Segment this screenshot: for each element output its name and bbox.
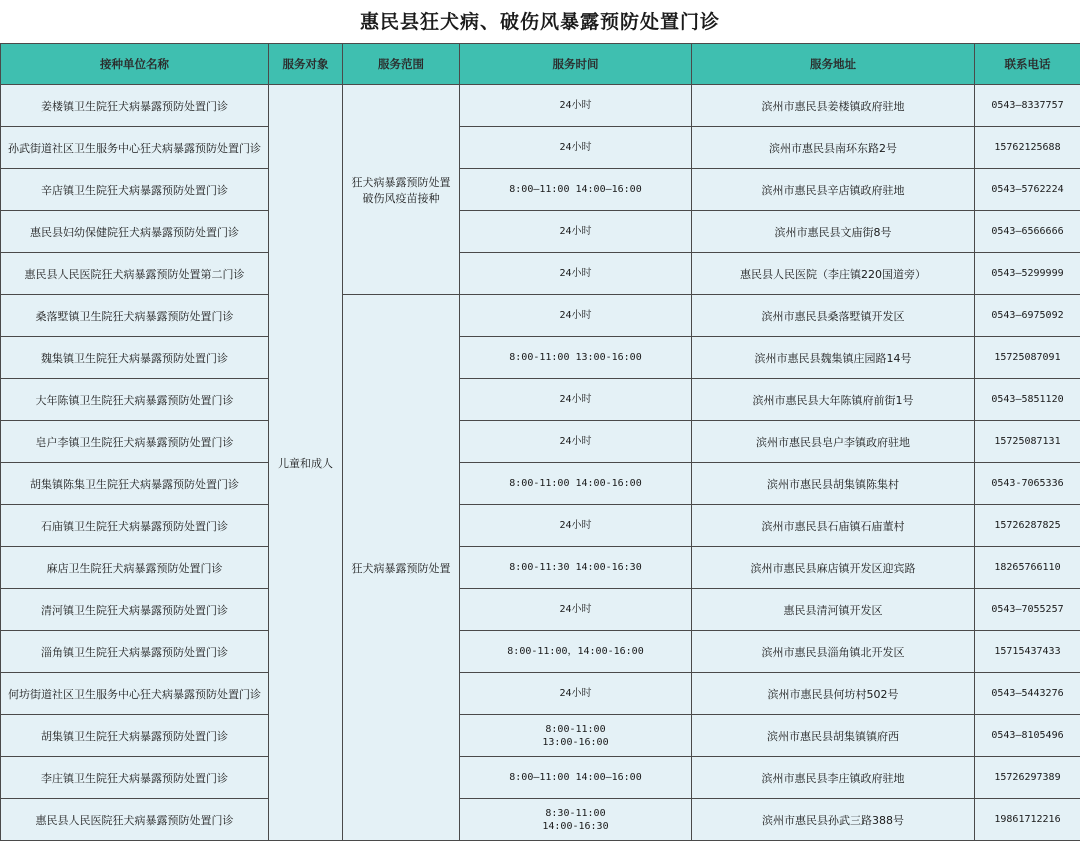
time-line: 8:00-11:30 14:00-16:30 <box>509 562 642 573</box>
table-row <box>1 295 1080 337</box>
service-address: 滨州市惠民县皂户李镇政府驻地 <box>692 421 975 463</box>
time-line: 8:00—11:00 14:00—16:00 <box>509 184 642 195</box>
contact-phone: 15726287825 <box>975 505 1080 547</box>
time-line: 24小时 <box>559 310 592 321</box>
contact-phone: 18265766110 <box>975 547 1080 589</box>
clinic-name: 李庄镇卫生院狂犬病暴露预防处置门诊 <box>1 757 269 799</box>
clinic-name: 淄角镇卫生院狂犬病暴露预防处置门诊 <box>1 631 269 673</box>
time-line: 8:00-11:00，14:00-16:00 <box>507 646 644 657</box>
clinic-name: 惠民县人民医院狂犬病暴露预防处置门诊 <box>1 799 269 841</box>
table-row <box>1 85 1080 127</box>
clinic-name: 姜楼镇卫生院狂犬病暴露预防处置门诊 <box>1 85 269 127</box>
clinic-name: 孙武街道社区卫生服务中心狂犬病暴露预防处置门诊 <box>1 127 269 169</box>
table-row <box>1 673 1080 715</box>
time-line: 14:00-16:30 <box>542 820 609 832</box>
service-address: 滨州市惠民县辛店镇政府驻地 <box>692 169 975 211</box>
table-row <box>1 799 1080 841</box>
contact-phone: 0543—5443276 <box>975 673 1080 715</box>
service-address: 滨州市惠民县南环东路2号 <box>692 127 975 169</box>
clinic-name: 麻店卫生院狂犬病暴露预防处置门诊 <box>1 547 269 589</box>
service-time <box>460 673 692 715</box>
table-row <box>1 547 1080 589</box>
contact-phone: 15725087131 <box>975 421 1080 463</box>
clinic-table <box>0 43 1080 841</box>
time-line: 24小时 <box>559 604 592 615</box>
contact-phone: 0543—5299999 <box>975 253 1080 295</box>
page-title: 惠民县狂犬病、破伤风暴露预防处置门诊 <box>0 0 1080 43</box>
time-line: 24小时 <box>559 394 592 405</box>
contact-phone: 19861712216 <box>975 799 1080 841</box>
time-line: 24小时 <box>559 688 592 699</box>
clinic-name: 惠民县妇幼保健院狂犬病暴露预防处置门诊 <box>1 211 269 253</box>
service-address: 滨州市惠民县淄角镇北开发区 <box>692 631 975 673</box>
service-address: 惠民县清河镇开发区 <box>692 589 975 631</box>
header-address: 服务地址 <box>692 44 975 85</box>
contact-phone: 0543—8105496 <box>975 715 1080 757</box>
table-row <box>1 253 1080 295</box>
service-time <box>460 463 692 505</box>
table-row <box>1 589 1080 631</box>
table-row <box>1 211 1080 253</box>
service-time <box>460 211 692 253</box>
service-address: 滨州市惠民县胡集镇镇府西 <box>692 715 975 757</box>
time-line: 8:00-11:00 14:00-16:00 <box>509 478 642 489</box>
service-time <box>460 589 692 631</box>
table-row <box>1 757 1080 799</box>
table-row <box>1 169 1080 211</box>
service-scope-vaccination <box>343 85 460 295</box>
header-name: 接种单位名称 <box>1 44 269 85</box>
service-address: 惠民县人民医院（李庄镇220国道旁） <box>692 253 975 295</box>
header-target: 服务对象 <box>269 44 343 85</box>
clinic-name: 何坊街道社区卫生服务中心狂犬病暴露预防处置门诊 <box>1 673 269 715</box>
clinic-name: 惠民县人民医院狂犬病暴露预防处置第二门诊 <box>1 253 269 295</box>
clinic-name: 魏集镇卫生院狂犬病暴露预防处置门诊 <box>1 337 269 379</box>
table-row <box>1 715 1080 757</box>
clinic-name: 皂户李镇卫生院狂犬病暴露预防处置门诊 <box>1 421 269 463</box>
service-address: 滨州市惠民县孙武三路388号 <box>692 799 975 841</box>
header-phone: 联系电话 <box>975 44 1080 85</box>
contact-phone: 0543—8337757 <box>975 85 1080 127</box>
service-time <box>460 757 692 799</box>
table-row <box>1 337 1080 379</box>
service-address: 滨州市惠民县何坊村502号 <box>692 673 975 715</box>
time-line: 13:00-16:00 <box>542 736 609 748</box>
contact-phone: 15762125688 <box>975 127 1080 169</box>
scope-line: 狂犬病暴露预防处置 <box>351 175 451 189</box>
service-time <box>460 85 692 127</box>
time-line: 8:00—11:00 14:00—16:00 <box>509 772 642 783</box>
table-row <box>1 631 1080 673</box>
clinic-name: 大年陈镇卫生院狂犬病暴露预防处置门诊 <box>1 379 269 421</box>
clinic-name: 胡集镇陈集卫生院狂犬病暴露预防处置门诊 <box>1 463 269 505</box>
contact-phone: 0543—6566666 <box>975 211 1080 253</box>
service-time <box>460 169 692 211</box>
service-address: 滨州市惠民县魏集镇庄园路14号 <box>692 337 975 379</box>
contact-phone: 15715437433 <box>975 631 1080 673</box>
contact-phone: 0543-7065336 <box>975 463 1080 505</box>
header-scope: 服务范围 <box>343 44 460 85</box>
service-time <box>460 799 692 841</box>
time-line: 24小时 <box>559 520 592 531</box>
service-time <box>460 295 692 337</box>
service-address: 滨州市惠民县麻店镇开发区迎宾路 <box>692 547 975 589</box>
time-line: 24小时 <box>559 268 592 279</box>
time-line: 8:00-11:00 <box>545 723 606 735</box>
time-line: 24小时 <box>559 226 592 237</box>
clinic-name: 胡集镇卫生院狂犬病暴露预防处置门诊 <box>1 715 269 757</box>
clinic-name: 清河镇卫生院狂犬病暴露预防处置门诊 <box>1 589 269 631</box>
header-time: 服务时间 <box>460 44 692 85</box>
service-address: 滨州市惠民县桑落墅镇开发区 <box>692 295 975 337</box>
service-address: 滨州市惠民县石庙镇石庙董村 <box>692 505 975 547</box>
contact-phone: 0543—7055257 <box>975 589 1080 631</box>
time-line: 24小时 <box>559 142 592 153</box>
table-row <box>1 421 1080 463</box>
header-row <box>1 44 1080 85</box>
contact-phone: 0543—5762224 <box>975 169 1080 211</box>
service-time <box>460 127 692 169</box>
service-time <box>460 547 692 589</box>
clinic-name: 石庙镇卫生院狂犬病暴露预防处置门诊 <box>1 505 269 547</box>
time-line: 24小时 <box>559 100 592 111</box>
service-address: 滨州市惠民县胡集镇陈集村 <box>692 463 975 505</box>
service-time <box>460 337 692 379</box>
service-time <box>460 379 692 421</box>
service-time <box>460 421 692 463</box>
table-row <box>1 505 1080 547</box>
contact-phone: 15726297389 <box>975 757 1080 799</box>
service-time <box>460 631 692 673</box>
table-row <box>1 463 1080 505</box>
clinic-name: 辛店镇卫生院狂犬病暴露预防处置门诊 <box>1 169 269 211</box>
service-address: 滨州市惠民县大年陈镇府前街1号 <box>692 379 975 421</box>
service-scope-rabies: 狂犬病暴露预防处置 <box>343 295 460 841</box>
time-line: 24小时 <box>559 436 592 447</box>
contact-phone: 0543—6975092 <box>975 295 1080 337</box>
service-target: 儿童和成人 <box>269 85 343 841</box>
service-time <box>460 715 692 757</box>
time-line: 8:00-11:00 13:00-16:00 <box>509 352 642 363</box>
service-time <box>460 505 692 547</box>
service-time <box>460 253 692 295</box>
time-line: 8:30-11:00 <box>545 807 606 819</box>
service-address: 滨州市惠民县李庄镇政府驻地 <box>692 757 975 799</box>
service-address: 滨州市惠民县文庙街8号 <box>692 211 975 253</box>
table-row <box>1 379 1080 421</box>
clinic-name: 桑落墅镇卫生院狂犬病暴露预防处置门诊 <box>1 295 269 337</box>
scope-line: 破伤风疫苗接种 <box>362 191 440 205</box>
contact-phone: 15725087091 <box>975 337 1080 379</box>
table-row <box>1 127 1080 169</box>
service-address: 滨州市惠民县姜楼镇政府驻地 <box>692 85 975 127</box>
contact-phone: 0543—5851120 <box>975 379 1080 421</box>
